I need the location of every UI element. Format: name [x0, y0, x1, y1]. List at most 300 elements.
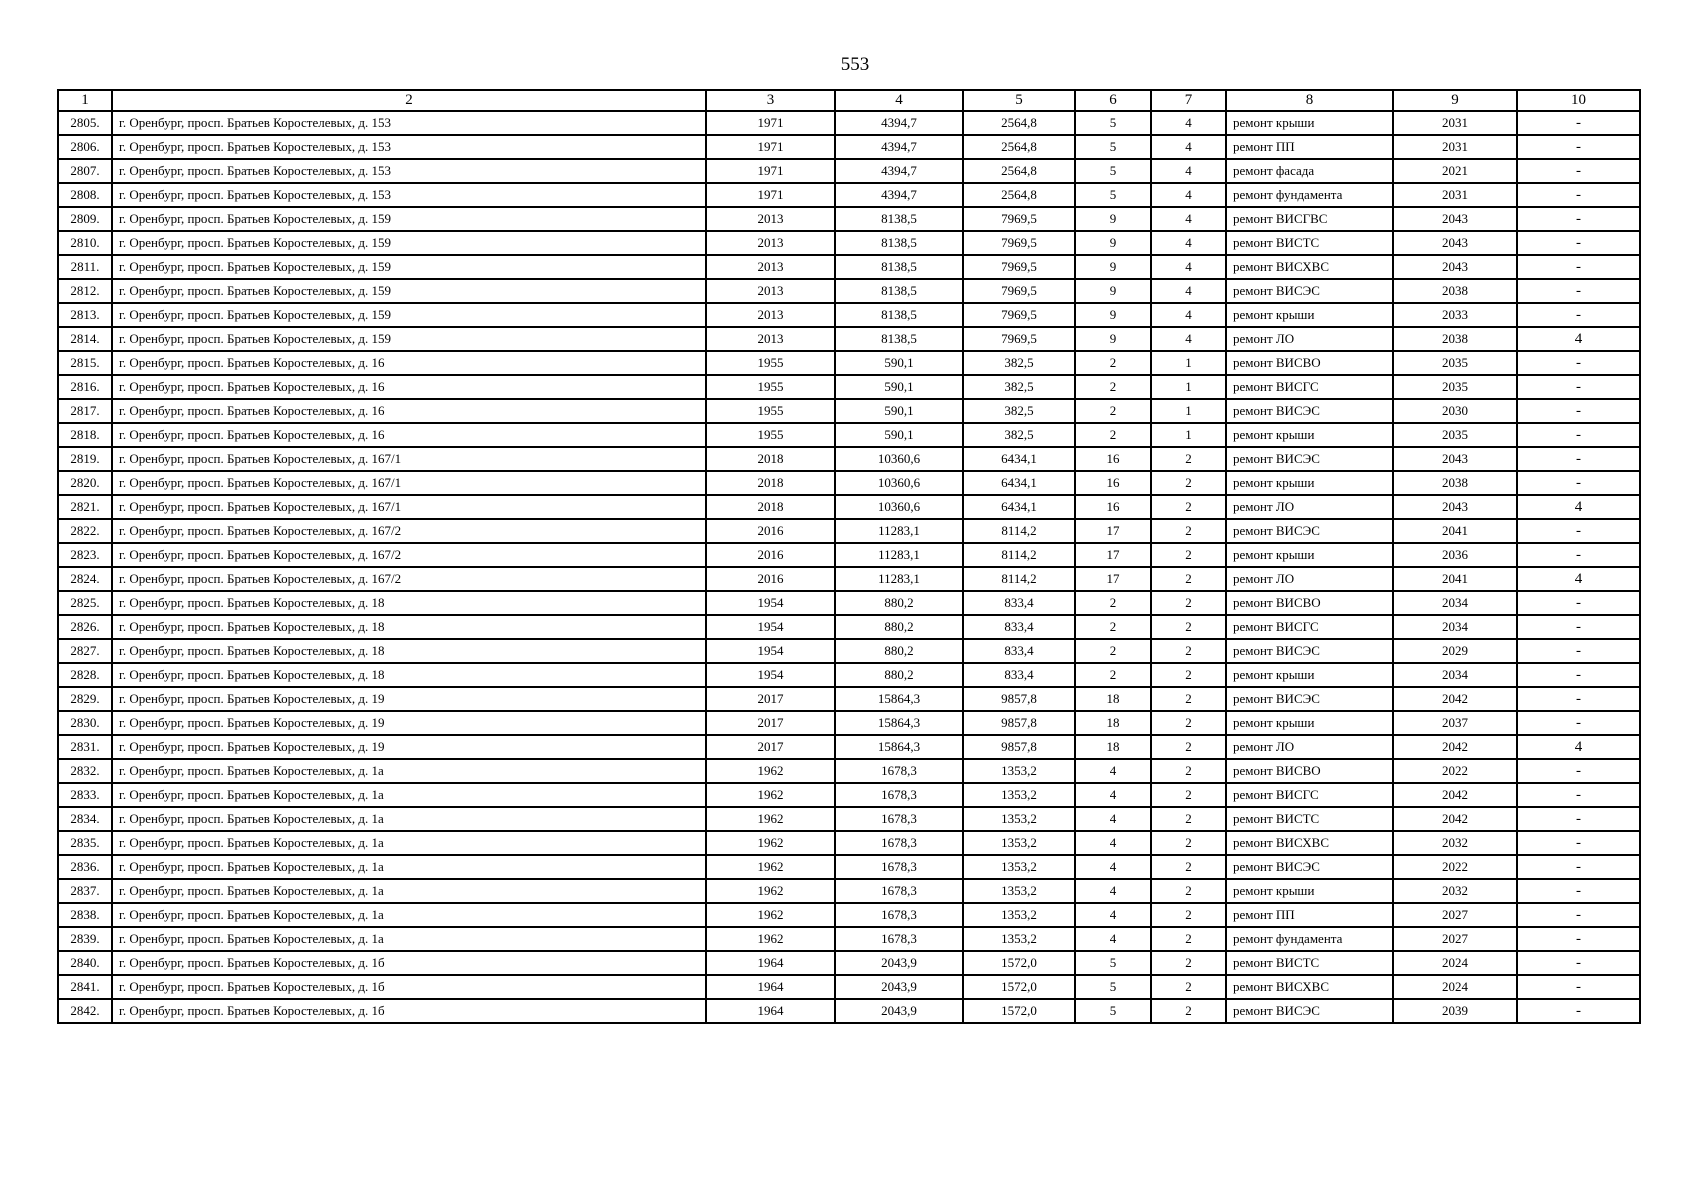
work-type-cell: ремонт ВИСГС: [1226, 375, 1393, 399]
entrances-cell: 2: [1151, 759, 1226, 783]
repair-year-cell: 2037: [1393, 711, 1517, 735]
table-row: [58, 975, 1640, 999]
work-type-cell: ремонт ВИСХВС: [1226, 975, 1393, 999]
entrances-cell: 2: [1151, 831, 1226, 855]
living-area-cell: 2564,8: [963, 159, 1075, 183]
address-cell: г. Оренбург, просп. Братьев Коростелевых, д. 153: [112, 183, 706, 207]
living-area-cell: 382,5: [963, 375, 1075, 399]
column-header: 5: [963, 90, 1075, 111]
entrances-cell: 4: [1151, 207, 1226, 231]
work-type-cell: ремонт крыши: [1226, 303, 1393, 327]
entrances-cell: 2: [1151, 735, 1226, 759]
note-cell: 4: [1517, 567, 1640, 591]
row-number-cell: 2810.: [58, 231, 112, 255]
floors-cell: 2: [1075, 663, 1151, 687]
entrances-cell: 4: [1151, 183, 1226, 207]
address-cell: г. Оренбург, просп. Братьев Коростелевых, д. 16: [112, 375, 706, 399]
note-cell: -: [1517, 471, 1640, 495]
work-type-cell: ремонт ВИСЭС: [1226, 447, 1393, 471]
total-area-cell: 2043,9: [835, 951, 963, 975]
work-type-cell: ремонт ВИСТС: [1226, 807, 1393, 831]
total-area-cell: 2043,9: [835, 999, 963, 1023]
repair-year-cell: 2024: [1393, 951, 1517, 975]
row-number-cell: 2835.: [58, 831, 112, 855]
work-type-cell: ремонт ВИСГС: [1226, 783, 1393, 807]
note-cell: -: [1517, 759, 1640, 783]
row-number-cell: 2817.: [58, 399, 112, 423]
year-built-cell: 1954: [706, 615, 835, 639]
year-built-cell: 1962: [706, 783, 835, 807]
total-area-cell: 1678,3: [835, 879, 963, 903]
address-cell: г. Оренбург, просп. Братьев Коростелевых, д. 1а: [112, 807, 706, 831]
living-area-cell: 1572,0: [963, 975, 1075, 999]
address-cell: г. Оренбург, просп. Братьев Коростелевых, д. 1а: [112, 759, 706, 783]
year-built-cell: 2016: [706, 543, 835, 567]
repair-year-cell: 2043: [1393, 447, 1517, 471]
work-type-cell: ремонт ВИСЭС: [1226, 999, 1393, 1023]
row-number-cell: 2828.: [58, 663, 112, 687]
row-number-cell: 2827.: [58, 639, 112, 663]
address-cell: г. Оренбург, просп. Братьев Коростелевых, д. 159: [112, 255, 706, 279]
address-cell: г. Оренбург, просп. Братьев Коростелевых, д. 167/2: [112, 519, 706, 543]
row-number-cell: 2814.: [58, 327, 112, 351]
floors-cell: 18: [1075, 711, 1151, 735]
address-cell: г. Оренбург, просп. Братьев Коростелевых, д. 16: [112, 423, 706, 447]
address-cell: г. Оренбург, просп. Братьев Коростелевых, д. 19: [112, 687, 706, 711]
living-area-cell: 7969,5: [963, 303, 1075, 327]
entrances-cell: 4: [1151, 255, 1226, 279]
note-cell: 4: [1517, 735, 1640, 759]
note-cell: -: [1517, 279, 1640, 303]
table-row: [58, 663, 1640, 687]
column-header: 7: [1151, 90, 1226, 111]
repair-year-cell: 2021: [1393, 159, 1517, 183]
table-row: [58, 591, 1640, 615]
row-number-cell: 2823.: [58, 543, 112, 567]
entrances-cell: 4: [1151, 279, 1226, 303]
table-row: [58, 735, 1640, 759]
note-cell: -: [1517, 831, 1640, 855]
total-area-cell: 590,1: [835, 423, 963, 447]
address-cell: г. Оренбург, просп. Братьев Коростелевых, д. 167/1: [112, 471, 706, 495]
row-number-cell: 2839.: [58, 927, 112, 951]
total-area-cell: 4394,7: [835, 183, 963, 207]
work-type-cell: ремонт ВИСГВС: [1226, 207, 1393, 231]
header-row: [58, 90, 1640, 111]
year-built-cell: 1962: [706, 831, 835, 855]
note-cell: -: [1517, 135, 1640, 159]
entrances-cell: 1: [1151, 375, 1226, 399]
address-cell: г. Оренбург, просп. Братьев Коростелевых, д. 167/2: [112, 543, 706, 567]
year-built-cell: 1955: [706, 423, 835, 447]
year-built-cell: 1971: [706, 183, 835, 207]
row-number-cell: 2825.: [58, 591, 112, 615]
repair-year-cell: 2027: [1393, 903, 1517, 927]
year-built-cell: 1964: [706, 951, 835, 975]
total-area-cell: 8138,5: [835, 327, 963, 351]
address-cell: г. Оренбург, просп. Братьев Коростелевых, д. 1б: [112, 975, 706, 999]
repair-schedule-table: [57, 89, 1641, 1024]
note-cell: -: [1517, 783, 1640, 807]
row-number-cell: 2829.: [58, 687, 112, 711]
entrances-cell: 2: [1151, 783, 1226, 807]
repair-year-cell: 2030: [1393, 399, 1517, 423]
row-number-cell: 2837.: [58, 879, 112, 903]
work-type-cell: ремонт ЛО: [1226, 735, 1393, 759]
repair-year-cell: 2031: [1393, 135, 1517, 159]
column-header: 2: [112, 90, 706, 111]
work-type-cell: ремонт ВИСХВС: [1226, 831, 1393, 855]
note-cell: -: [1517, 687, 1640, 711]
repair-year-cell: 2038: [1393, 327, 1517, 351]
row-number-cell: 2818.: [58, 423, 112, 447]
work-type-cell: ремонт ВИСЭС: [1226, 519, 1393, 543]
total-area-cell: 1678,3: [835, 783, 963, 807]
row-number-cell: 2807.: [58, 159, 112, 183]
work-type-cell: ремонт ЛО: [1226, 495, 1393, 519]
repair-year-cell: 2027: [1393, 927, 1517, 951]
repair-year-cell: 2031: [1393, 183, 1517, 207]
work-type-cell: ремонт ВИСЭС: [1226, 399, 1393, 423]
floors-cell: 16: [1075, 471, 1151, 495]
work-type-cell: ремонт ЛО: [1226, 327, 1393, 351]
row-number-cell: 2820.: [58, 471, 112, 495]
living-area-cell: 2564,8: [963, 111, 1075, 135]
address-cell: г. Оренбург, просп. Братьев Коростелевых, д. 159: [112, 279, 706, 303]
total-area-cell: 1678,3: [835, 927, 963, 951]
work-type-cell: ремонт фундамента: [1226, 183, 1393, 207]
note-cell: 4: [1517, 327, 1640, 351]
table-row: [58, 207, 1640, 231]
repair-year-cell: 2042: [1393, 735, 1517, 759]
row-number-cell: 2833.: [58, 783, 112, 807]
floors-cell: 2: [1075, 351, 1151, 375]
row-number-cell: 2822.: [58, 519, 112, 543]
living-area-cell: 1353,2: [963, 927, 1075, 951]
repair-year-cell: 2043: [1393, 255, 1517, 279]
work-type-cell: ремонт ВИСЭС: [1226, 687, 1393, 711]
column-header: 3: [706, 90, 835, 111]
total-area-cell: 4394,7: [835, 159, 963, 183]
table-row: [58, 567, 1640, 591]
repair-year-cell: 2035: [1393, 423, 1517, 447]
table-row: [58, 879, 1640, 903]
repair-year-cell: 2039: [1393, 999, 1517, 1023]
column-header: 1: [58, 90, 112, 111]
repair-year-cell: 2035: [1393, 351, 1517, 375]
total-area-cell: 10360,6: [835, 495, 963, 519]
year-built-cell: 2018: [706, 471, 835, 495]
work-type-cell: ремонт ВИСГС: [1226, 615, 1393, 639]
year-built-cell: 2013: [706, 327, 835, 351]
work-type-cell: ремонт ВИСХВС: [1226, 255, 1393, 279]
work-type-cell: ремонт ПП: [1226, 903, 1393, 927]
row-number-cell: 2809.: [58, 207, 112, 231]
address-cell: г. Оренбург, просп. Братьев Коростелевых, д. 18: [112, 663, 706, 687]
row-number-cell: 2841.: [58, 975, 112, 999]
table-row: [58, 999, 1640, 1023]
floors-cell: 5: [1075, 135, 1151, 159]
living-area-cell: 1353,2: [963, 831, 1075, 855]
address-cell: г. Оренбург, просп. Братьев Коростелевых, д. 1б: [112, 951, 706, 975]
living-area-cell: 1353,2: [963, 759, 1075, 783]
row-number-cell: 2826.: [58, 615, 112, 639]
living-area-cell: 7969,5: [963, 327, 1075, 351]
note-cell: -: [1517, 879, 1640, 903]
total-area-cell: 2043,9: [835, 975, 963, 999]
entrances-cell: 2: [1151, 663, 1226, 687]
entrances-cell: 1: [1151, 351, 1226, 375]
work-type-cell: ремонт ВИСЭС: [1226, 279, 1393, 303]
repair-year-cell: 2024: [1393, 975, 1517, 999]
address-cell: г. Оренбург, просп. Братьев Коростелевых, д. 16: [112, 399, 706, 423]
table-header: [58, 90, 1640, 111]
table-row: [58, 375, 1640, 399]
address-cell: г. Оренбург, просп. Братьев Коростелевых, д. 167/1: [112, 447, 706, 471]
year-built-cell: 1954: [706, 639, 835, 663]
repair-year-cell: 2042: [1393, 687, 1517, 711]
note-cell: 4: [1517, 495, 1640, 519]
year-built-cell: 1962: [706, 903, 835, 927]
note-cell: -: [1517, 639, 1640, 663]
repair-year-cell: 2031: [1393, 111, 1517, 135]
repair-year-cell: 2032: [1393, 879, 1517, 903]
repair-year-cell: 2038: [1393, 471, 1517, 495]
note-cell: -: [1517, 975, 1640, 999]
repair-year-cell: 2036: [1393, 543, 1517, 567]
row-number-cell: 2819.: [58, 447, 112, 471]
year-built-cell: 1955: [706, 399, 835, 423]
living-area-cell: 6434,1: [963, 471, 1075, 495]
year-built-cell: 1955: [706, 351, 835, 375]
repair-year-cell: 2033: [1393, 303, 1517, 327]
total-area-cell: 1678,3: [835, 855, 963, 879]
living-area-cell: 7969,5: [963, 279, 1075, 303]
table-row: [58, 615, 1640, 639]
table-row: [58, 543, 1640, 567]
total-area-cell: 1678,3: [835, 759, 963, 783]
floors-cell: 5: [1075, 159, 1151, 183]
floors-cell: 5: [1075, 951, 1151, 975]
address-cell: г. Оренбург, просп. Братьев Коростелевых, д. 1а: [112, 831, 706, 855]
total-area-cell: 15864,3: [835, 687, 963, 711]
entrances-cell: 2: [1151, 591, 1226, 615]
note-cell: -: [1517, 519, 1640, 543]
address-cell: г. Оренбург, просп. Братьев Коростелевых, д. 153: [112, 159, 706, 183]
address-cell: г. Оренбург, просп. Братьев Коростелевых, д. 159: [112, 303, 706, 327]
floors-cell: 2: [1075, 615, 1151, 639]
year-built-cell: 2018: [706, 495, 835, 519]
address-cell: г. Оренбург, просп. Братьев Коростелевых, д. 159: [112, 207, 706, 231]
total-area-cell: 8138,5: [835, 207, 963, 231]
year-built-cell: 2017: [706, 735, 835, 759]
column-header: 10: [1517, 90, 1640, 111]
total-area-cell: 4394,7: [835, 111, 963, 135]
table-row: [58, 399, 1640, 423]
entrances-cell: 2: [1151, 807, 1226, 831]
repair-year-cell: 2043: [1393, 231, 1517, 255]
floors-cell: 18: [1075, 735, 1151, 759]
note-cell: -: [1517, 711, 1640, 735]
year-built-cell: 2013: [706, 279, 835, 303]
entrances-cell: 2: [1151, 687, 1226, 711]
living-area-cell: 7969,5: [963, 207, 1075, 231]
repair-year-cell: 2022: [1393, 855, 1517, 879]
year-built-cell: 1955: [706, 375, 835, 399]
column-header: 6: [1075, 90, 1151, 111]
year-built-cell: 2013: [706, 207, 835, 231]
note-cell: -: [1517, 591, 1640, 615]
year-built-cell: 2016: [706, 567, 835, 591]
table-row: [58, 183, 1640, 207]
repair-year-cell: 2035: [1393, 375, 1517, 399]
living-area-cell: 2564,8: [963, 135, 1075, 159]
address-cell: г. Оренбург, просп. Братьев Коростелевых, д. 19: [112, 735, 706, 759]
work-type-cell: ремонт крыши: [1226, 471, 1393, 495]
note-cell: -: [1517, 111, 1640, 135]
row-number-cell: 2821.: [58, 495, 112, 519]
repair-year-cell: 2043: [1393, 495, 1517, 519]
floors-cell: 4: [1075, 759, 1151, 783]
entrances-cell: 2: [1151, 447, 1226, 471]
year-built-cell: 2013: [706, 255, 835, 279]
work-type-cell: ремонт ПП: [1226, 135, 1393, 159]
repair-year-cell: 2034: [1393, 615, 1517, 639]
repair-year-cell: 2042: [1393, 783, 1517, 807]
total-area-cell: 1678,3: [835, 807, 963, 831]
living-area-cell: 1353,2: [963, 879, 1075, 903]
note-cell: -: [1517, 159, 1640, 183]
address-cell: г. Оренбург, просп. Братьев Коростелевых, д. 159: [112, 327, 706, 351]
floors-cell: 4: [1075, 903, 1151, 927]
living-area-cell: 1353,2: [963, 807, 1075, 831]
work-type-cell: ремонт фасада: [1226, 159, 1393, 183]
note-cell: -: [1517, 615, 1640, 639]
table-row: [58, 903, 1640, 927]
row-number-cell: 2842.: [58, 999, 112, 1023]
address-cell: г. Оренбург, просп. Братьев Коростелевых, д. 1а: [112, 879, 706, 903]
total-area-cell: 8138,5: [835, 303, 963, 327]
living-area-cell: 833,4: [963, 591, 1075, 615]
address-cell: г. Оренбург, просп. Братьев Коростелевых, д. 1а: [112, 927, 706, 951]
total-area-cell: 880,2: [835, 663, 963, 687]
note-cell: -: [1517, 447, 1640, 471]
living-area-cell: 1353,2: [963, 783, 1075, 807]
row-number-cell: 2834.: [58, 807, 112, 831]
table-row: [58, 519, 1640, 543]
note-cell: -: [1517, 423, 1640, 447]
work-type-cell: ремонт ВИСЭС: [1226, 639, 1393, 663]
living-area-cell: 1572,0: [963, 999, 1075, 1023]
floors-cell: 9: [1075, 327, 1151, 351]
floors-cell: 17: [1075, 519, 1151, 543]
floors-cell: 16: [1075, 447, 1151, 471]
note-cell: -: [1517, 927, 1640, 951]
table-row: [58, 135, 1640, 159]
repair-year-cell: 2032: [1393, 831, 1517, 855]
table-row: [58, 927, 1640, 951]
living-area-cell: 7969,5: [963, 231, 1075, 255]
living-area-cell: 382,5: [963, 399, 1075, 423]
note-cell: -: [1517, 951, 1640, 975]
floors-cell: 2: [1075, 399, 1151, 423]
entrances-cell: 2: [1151, 951, 1226, 975]
floors-cell: 9: [1075, 231, 1151, 255]
table-row: [58, 327, 1640, 351]
total-area-cell: 880,2: [835, 591, 963, 615]
repair-year-cell: 2022: [1393, 759, 1517, 783]
table-row: [58, 111, 1640, 135]
entrances-cell: 2: [1151, 975, 1226, 999]
note-cell: -: [1517, 399, 1640, 423]
table-row: [58, 687, 1640, 711]
year-built-cell: 2013: [706, 231, 835, 255]
note-cell: -: [1517, 999, 1640, 1023]
year-built-cell: 1954: [706, 591, 835, 615]
entrances-cell: 2: [1151, 927, 1226, 951]
note-cell: -: [1517, 807, 1640, 831]
table-row: [58, 279, 1640, 303]
floors-cell: 4: [1075, 807, 1151, 831]
work-type-cell: ремонт фундамента: [1226, 927, 1393, 951]
total-area-cell: 880,2: [835, 639, 963, 663]
total-area-cell: 11283,1: [835, 543, 963, 567]
living-area-cell: 8114,2: [963, 543, 1075, 567]
living-area-cell: 382,5: [963, 351, 1075, 375]
entrances-cell: 2: [1151, 903, 1226, 927]
entrances-cell: 2: [1151, 567, 1226, 591]
table-row: [58, 855, 1640, 879]
entrances-cell: 2: [1151, 519, 1226, 543]
total-area-cell: 10360,6: [835, 447, 963, 471]
table-row: [58, 783, 1640, 807]
repair-year-cell: 2029: [1393, 639, 1517, 663]
year-built-cell: 2017: [706, 687, 835, 711]
column-header: 9: [1393, 90, 1517, 111]
living-area-cell: 382,5: [963, 423, 1075, 447]
row-number-cell: 2830.: [58, 711, 112, 735]
address-cell: г. Оренбург, просп. Братьев Коростелевых, д. 1а: [112, 903, 706, 927]
floors-cell: 9: [1075, 207, 1151, 231]
entrances-cell: 4: [1151, 159, 1226, 183]
year-built-cell: 1962: [706, 855, 835, 879]
work-type-cell: ремонт ВИСТС: [1226, 951, 1393, 975]
work-type-cell: ремонт ВИСЭС: [1226, 855, 1393, 879]
total-area-cell: 880,2: [835, 615, 963, 639]
table-row: [58, 639, 1640, 663]
table-row: [58, 423, 1640, 447]
row-number-cell: 2816.: [58, 375, 112, 399]
entrances-cell: 1: [1151, 399, 1226, 423]
living-area-cell: 833,4: [963, 663, 1075, 687]
total-area-cell: 15864,3: [835, 735, 963, 759]
note-cell: -: [1517, 351, 1640, 375]
total-area-cell: 590,1: [835, 399, 963, 423]
living-area-cell: 9857,8: [963, 687, 1075, 711]
work-type-cell: ремонт ВИСВО: [1226, 351, 1393, 375]
work-type-cell: ремонт крыши: [1226, 543, 1393, 567]
year-built-cell: 1971: [706, 135, 835, 159]
living-area-cell: 1353,2: [963, 903, 1075, 927]
work-type-cell: ремонт ЛО: [1226, 567, 1393, 591]
note-cell: -: [1517, 183, 1640, 207]
living-area-cell: 6434,1: [963, 447, 1075, 471]
year-built-cell: 2016: [706, 519, 835, 543]
repair-year-cell: 2034: [1393, 591, 1517, 615]
floors-cell: 4: [1075, 927, 1151, 951]
living-area-cell: 1353,2: [963, 855, 1075, 879]
address-cell: г. Оренбург, просп. Братьев Коростелевых, д. 167/2: [112, 567, 706, 591]
